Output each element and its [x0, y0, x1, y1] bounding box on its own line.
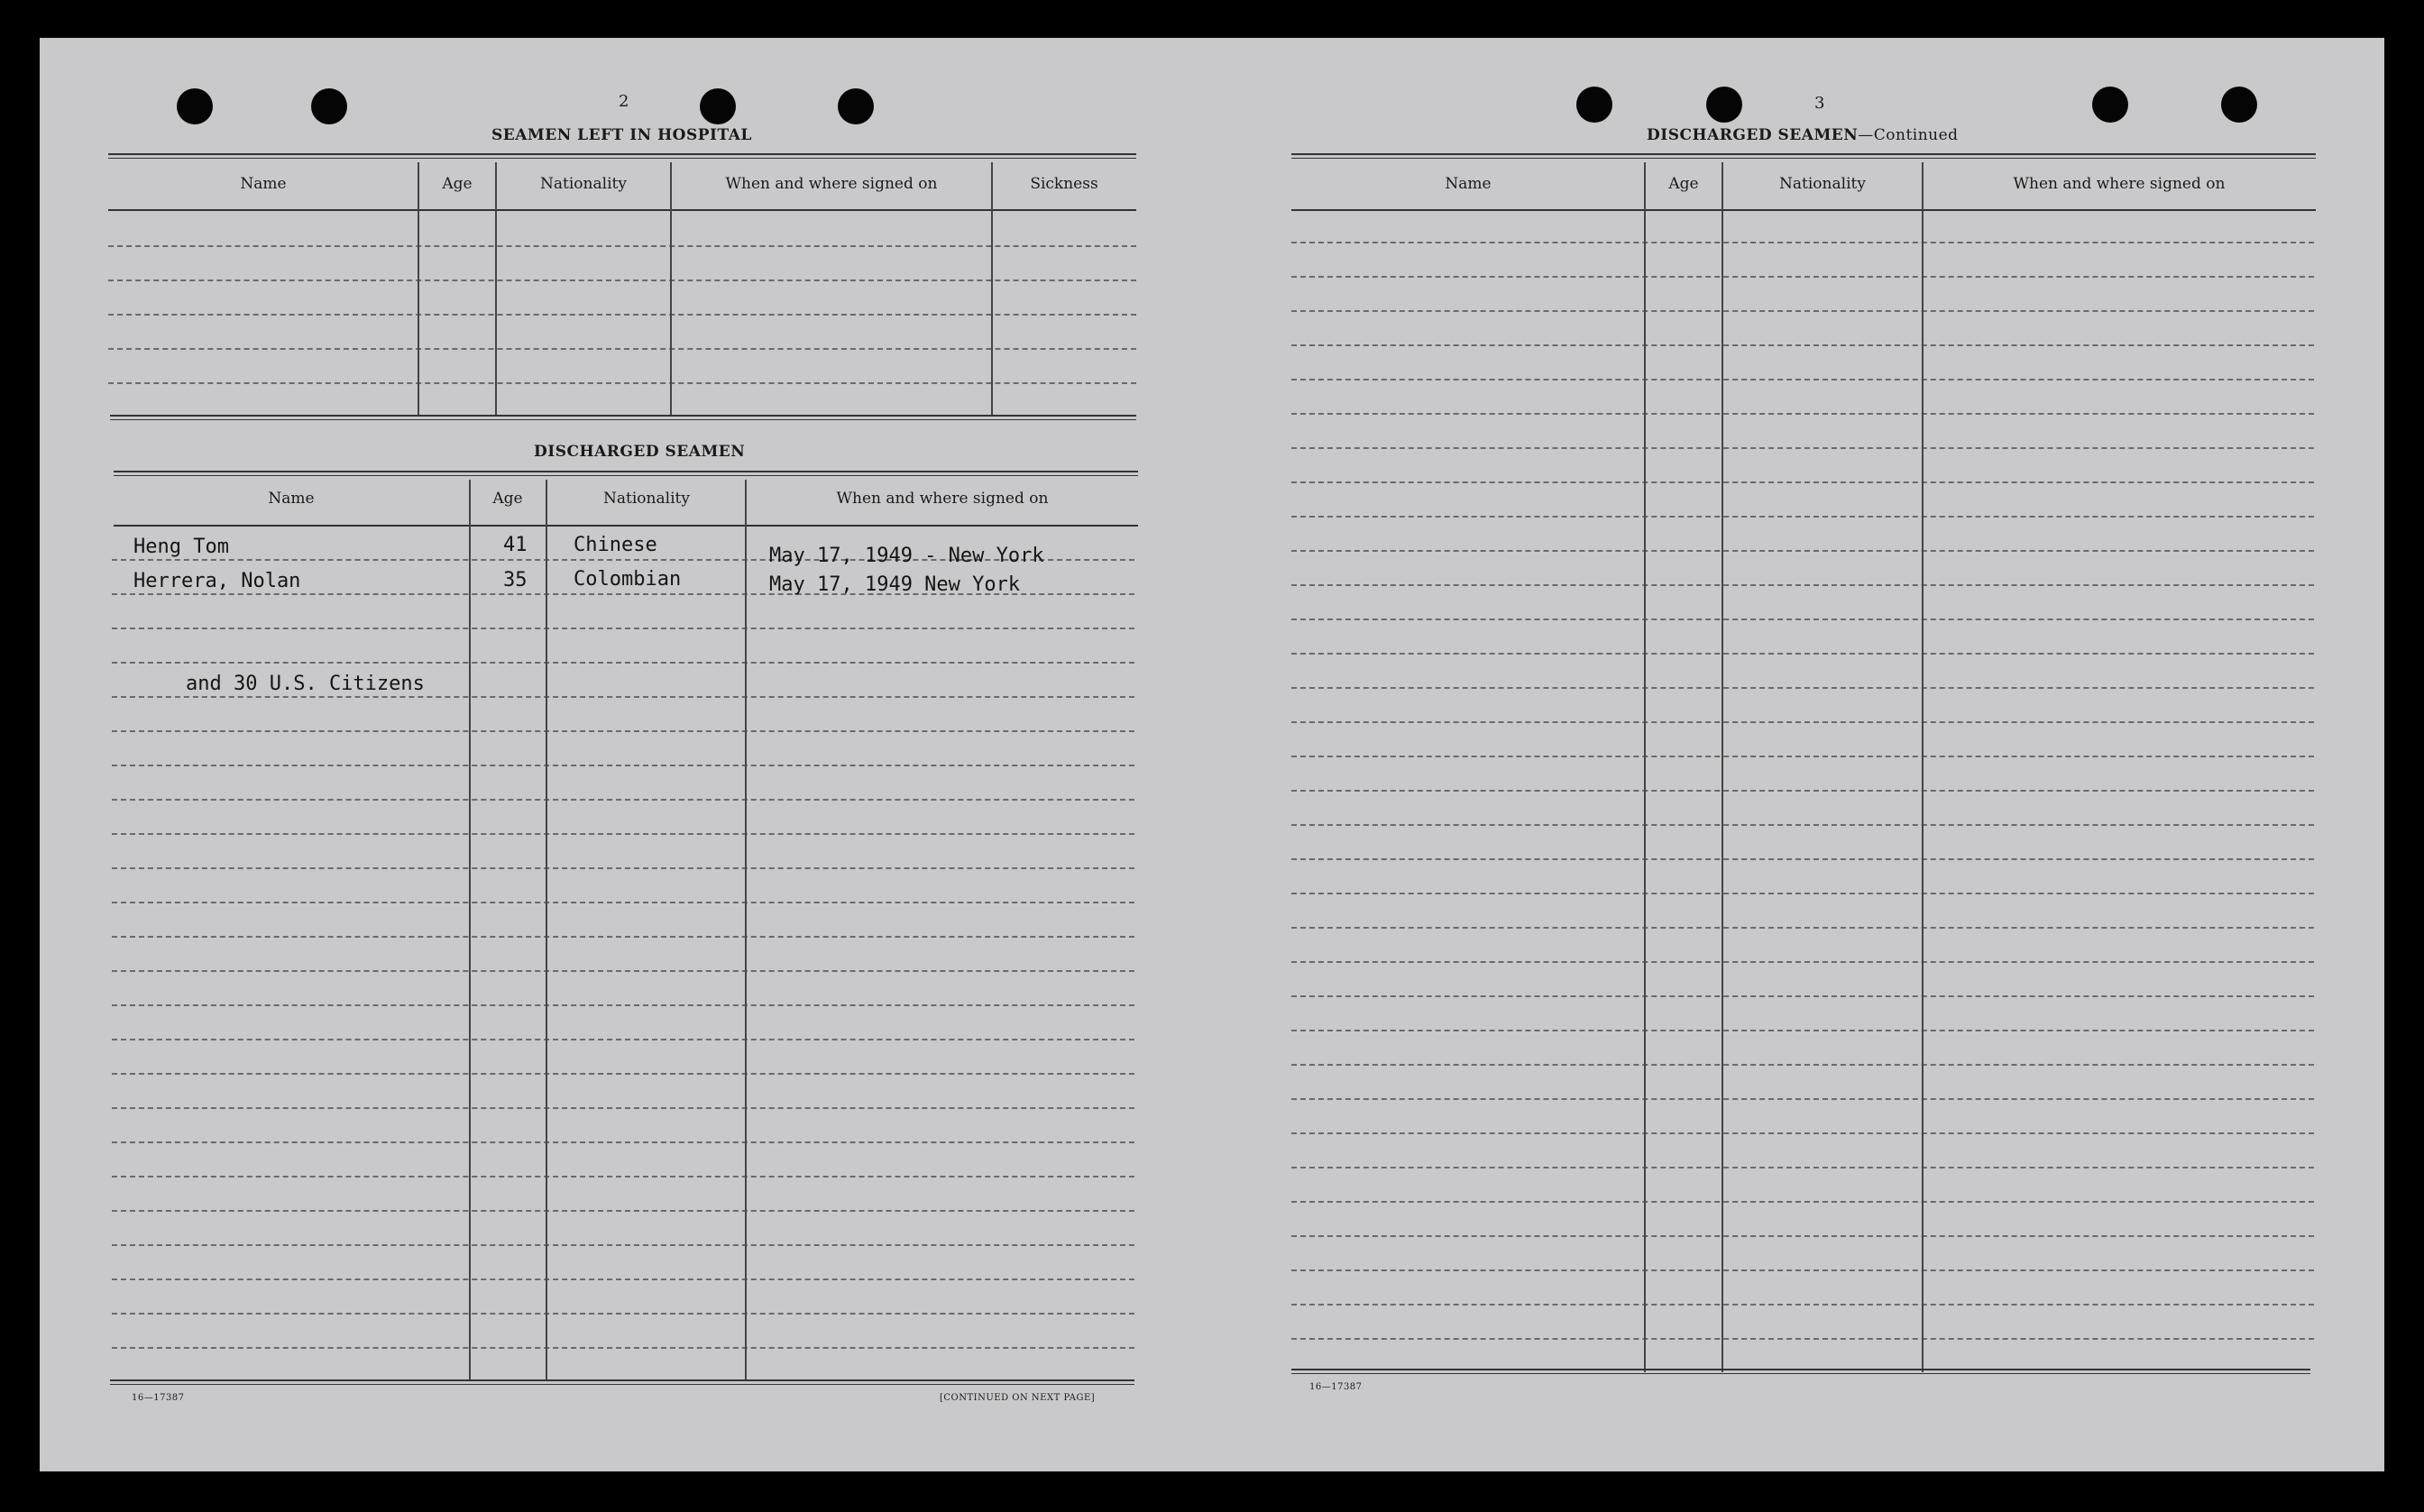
form-number: 16—17387 [132, 1393, 185, 1403]
ruled-line [1291, 1269, 2314, 1271]
ruled-line [112, 1278, 1134, 1280]
ruled-line [108, 314, 1136, 316]
ruled-line [1291, 310, 2314, 312]
ruled-line [112, 867, 1134, 869]
ruled-line [1291, 379, 2314, 380]
ruled-line [112, 1073, 1134, 1075]
column-header: Name [268, 490, 315, 508]
punch-hole [2221, 87, 2257, 123]
ruled-line [1291, 824, 2314, 826]
ruled-line [108, 245, 1136, 247]
punch-hole [2092, 87, 2128, 123]
column-divider [469, 480, 471, 1381]
title-rule [114, 471, 1138, 476]
ruled-line [1291, 1235, 2314, 1237]
column-header: When and where signed on [2013, 175, 2226, 193]
column-header: Name [1445, 175, 1492, 193]
ruled-line [1291, 413, 2314, 415]
seaman-signed-on: May 17, 1949 - New York [769, 545, 1044, 567]
ruled-line [112, 1004, 1134, 1006]
ruled-line [1291, 653, 2314, 655]
seaman-nationality: Colombian [574, 568, 682, 591]
ruled-line [112, 730, 1134, 732]
form-number: 16—17387 [1309, 1382, 1363, 1392]
column-header: When and where signed on [725, 175, 938, 193]
seaman-nationality: Chinese [574, 534, 657, 556]
section-title-main: DISCHARGED SEAMEN [1647, 126, 1859, 144]
ruled-line [1291, 1064, 2314, 1066]
column-divider [670, 162, 672, 417]
ruled-line [1291, 344, 2314, 346]
seaman-name: Herrera, Nolan [133, 570, 301, 592]
ruled-line [112, 1039, 1134, 1040]
ruled-line [112, 1244, 1134, 1246]
ruled-line [1291, 516, 2314, 518]
ruled-line [1291, 276, 2314, 278]
seaman-age: 35 [503, 569, 528, 591]
ruled-line [112, 662, 1134, 664]
column-header: Age [492, 490, 523, 508]
title-rule [1291, 153, 2316, 159]
column-divider [991, 162, 993, 417]
ruled-line [1291, 687, 2314, 689]
ruled-line [1291, 481, 2314, 483]
column-divider [745, 480, 747, 1381]
ruled-line [112, 696, 1134, 698]
ruled-line [112, 799, 1134, 801]
column-header: Age [1668, 175, 1699, 193]
ruled-line [1291, 756, 2314, 757]
ruled-line [112, 1107, 1134, 1109]
punch-hole [700, 88, 736, 124]
column-header: Sickness [1030, 175, 1098, 193]
ruled-line [112, 1176, 1134, 1178]
ruled-line [1291, 1098, 2314, 1100]
column-header: When and where signed on [836, 490, 1049, 508]
punch-hole [1576, 87, 1612, 123]
section-title: SEAMEN LEFT IN HOSPITAL [491, 126, 752, 144]
table-bottom-rule [110, 415, 1136, 420]
column-header: Nationality [603, 490, 690, 508]
seaman-name: Heng Tom [133, 536, 229, 558]
ruled-line [1291, 1132, 2314, 1134]
ruled-line [112, 970, 1134, 972]
ruled-line [112, 1141, 1134, 1143]
page-number: 3 [1814, 94, 1825, 113]
continued-note: [CONTINUED ON NEXT PAGE] [940, 1393, 1096, 1403]
column-divider [1722, 162, 1723, 1372]
ruled-line [1291, 1030, 2314, 1031]
ruled-line [108, 279, 1136, 281]
ruled-line [112, 936, 1134, 938]
section-title: DISCHARGED SEAMEN [534, 443, 746, 461]
ruled-line [108, 348, 1136, 350]
ruled-line [1291, 721, 2314, 723]
title-rule [108, 153, 1136, 159]
page-number: 2 [619, 92, 629, 111]
ruled-line [108, 382, 1136, 384]
seaman-signed-on: May 17, 1949 New York [769, 573, 1021, 596]
section-title [1647, 126, 1959, 144]
ruled-line [112, 765, 1134, 766]
punch-hole [311, 88, 347, 124]
ruled-line [1291, 961, 2314, 963]
ruled-line [1291, 1167, 2314, 1168]
punch-hole [177, 88, 213, 124]
seaman-age: 41 [503, 534, 528, 556]
ruled-line [1291, 584, 2314, 586]
ruled-line [1291, 1304, 2314, 1306]
column-header: Name [240, 175, 287, 193]
ruled-line [1291, 790, 2314, 792]
header-rule [1291, 209, 2316, 211]
column-divider [1922, 162, 1924, 1372]
table-bottom-rule [1291, 1369, 2310, 1374]
column-divider [1644, 162, 1646, 1372]
ruled-line [112, 1313, 1134, 1315]
punch-hole [838, 88, 874, 124]
ruled-line [1291, 1201, 2314, 1203]
column-divider [546, 480, 547, 1381]
ruled-line [112, 628, 1134, 629]
ruled-line [1291, 1338, 2314, 1340]
column-header: Nationality [540, 175, 627, 193]
ruled-line [1291, 995, 2314, 997]
ruled-line [1291, 447, 2314, 449]
column-header: Age [442, 175, 473, 193]
header-rule [114, 525, 1138, 527]
ruled-line [112, 833, 1134, 835]
ruled-line [1291, 858, 2314, 860]
punch-hole [1706, 87, 1742, 123]
column-divider [418, 162, 419, 417]
section-title-suffix: —Continued [1858, 126, 1959, 144]
ruled-line [1291, 550, 2314, 552]
column-divider [495, 162, 497, 417]
ruled-line [112, 902, 1134, 903]
column-header: Nationality [1779, 175, 1866, 193]
ruled-line [1291, 893, 2314, 894]
right-page [1221, 38, 2384, 1471]
citizens-note: and 30 U.S. Citizens [186, 673, 425, 695]
ruled-line [1291, 927, 2314, 929]
table-bottom-rule [110, 1379, 1134, 1385]
header-rule [108, 209, 1136, 211]
ruled-line [1291, 619, 2314, 620]
left-page [40, 38, 1230, 1471]
ruled-line [1291, 242, 2314, 243]
ruled-line [112, 1210, 1134, 1212]
ruled-line [112, 1347, 1134, 1349]
